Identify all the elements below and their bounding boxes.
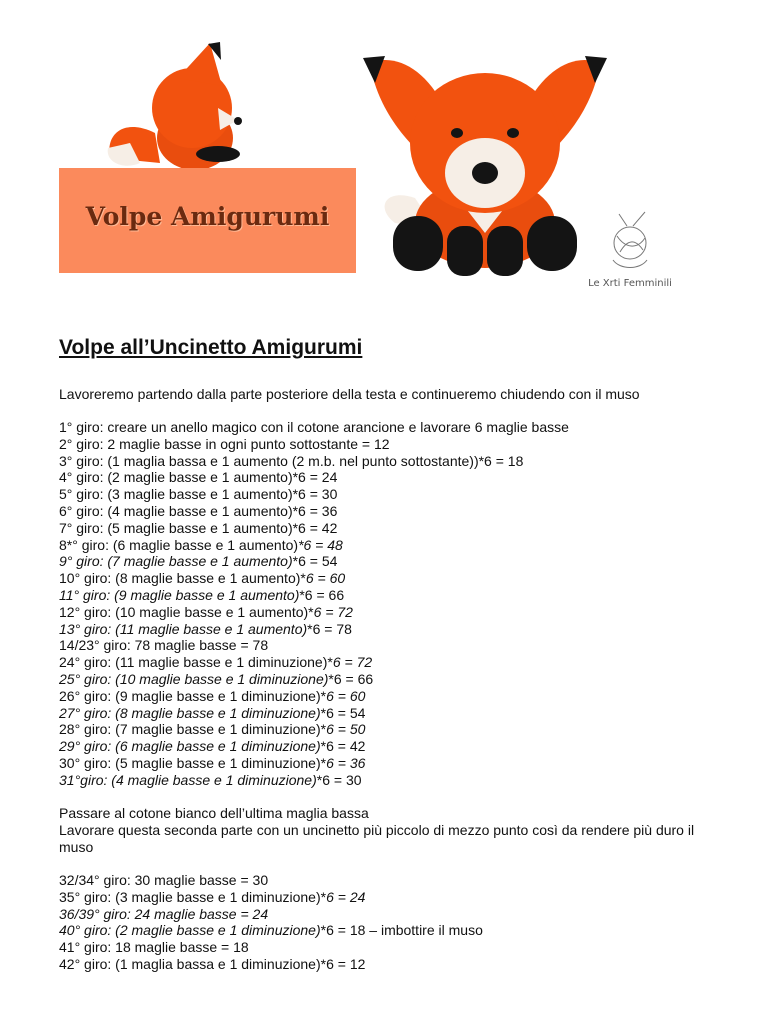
round-text: 26° giro: (9 maglie basse e 1 diminuzione)* [59,687,327,704]
round-text: 10° giro: (8 maglie basse e 1 aumento)* [59,570,306,587]
round-text: 41° giro: 18 maglie basse = 18 [59,939,249,956]
round-line [59,939,483,956]
round-text-italic: 11° giro: (9 maglie basse e 1 aumento) [59,586,300,603]
round-text: 12° giro: (10 maglie basse e 1 aumento)* [59,603,314,620]
yarn-ball-icon [575,208,685,278]
round-line [59,688,569,705]
title-banner [59,168,356,273]
fox-side-photo [100,38,250,178]
round-line [59,637,569,654]
round-text-italic: 6 = 72 [332,654,373,671]
round-text: 1° giro: creare un anello magico con il cotone arancione e lavorare 6 maglie basse [59,419,569,435]
instruction-line: Lavorare questa seconda parte con un uncinetto più piccolo di mezzo punto così da rendere più duro il muso [59,821,695,855]
round-line [59,654,569,671]
muzzle-instructions [59,805,719,855]
round-text: 30° giro: (5 maglie basse e 1 diminuzione)* [59,754,327,771]
header [0,0,768,300]
round-text: 35° giro: (3 maglie basse e 1 diminuzione)* [59,888,327,905]
round-line [59,755,569,772]
instruction-line: Passare al cotone bianco dell’ultima maglia bassa [59,805,369,821]
round-text: *6 = 54 [292,553,338,570]
round-line [59,570,569,587]
round-text-italic: 40° giro: (2 maglie basse e 1 diminuzione) [59,922,321,939]
round-text-italic: 6 = 50 [326,721,366,738]
round-line [59,553,569,570]
round-text-italic: 31°giro: (4 maglie basse e 1 diminuzione) [59,771,317,788]
round-line [59,721,569,738]
round-line [59,503,569,520]
round-text-italic: *6 = 48 [298,536,343,553]
round-text-italic: 6 = 24 [326,888,366,905]
brand-logo [575,208,685,298]
round-text: 28° giro: (7 maglie basse e 1 diminuzione)* [59,721,327,738]
round-text-italic: 6 = 36 [326,754,366,771]
round-text: 32/34° giro: 30 maglie basse = 30 [59,872,269,888]
rounds-list-head [59,419,569,789]
round-line [59,469,569,486]
round-text: 8*° giro: (6 maglie basse e 1 aumento) [59,536,299,553]
round-line [59,671,569,688]
round-text: 42° giro: (1 maglia bassa e 1 diminuzione)*6 = 12 [59,955,366,972]
intro-text: Lavoreremo partendo dalla parte posteriore della testa e continueremo chiudendo con il muso [59,386,640,402]
round-line [59,889,483,906]
round-text: 3° giro: (1 maglia bassa e 1 aumento (2 m.b. nel punto sottostante))*6 = 18 [59,452,524,469]
round-line [59,436,569,453]
round-text: *6 = 66 [299,586,345,603]
round-text: 6° giro: (4 maglie basse e 1 aumento)*6 = 36 [59,502,338,519]
round-line [59,486,569,503]
round-text: 4° giro: (2 maglie basse e 1 aumento)*6 = 24 [59,469,338,486]
round-line [59,537,569,554]
round-text: 7° giro: (5 maglie basse e 1 aumento)*6 = 42 [59,519,338,536]
round-line [59,453,569,470]
round-text: *6 = 18 – imbottire il muso [320,922,483,939]
round-line [59,587,569,604]
round-text-italic: 36/39° giro: 24 maglie basse = 24 [59,905,269,922]
round-text: *6 = 42 [320,738,366,755]
round-text: *6 = 54 [320,704,366,721]
round-text-italic: 13° giro: (11 maglie basse e 1 aumento) [59,620,308,637]
round-text: 24° giro: (11 maglie basse e 1 diminuzione)* [59,654,333,671]
round-line [59,705,569,722]
round-text: *6 = 78 [307,620,352,637]
round-text-italic: 6 = 60 [326,687,366,704]
round-text-italic: 25° giro: (10 maglie basse e 1 diminuzione) [59,670,329,687]
round-text-italic: 29° giro: (6 maglie basse e 1 diminuzione) [59,738,321,755]
round-text: 2° giro: 2 maglie basse in ogni punto sottostante = 12 [59,435,390,452]
rounds-list-muzzle [59,872,483,973]
round-line [59,604,569,621]
round-text-italic: 9° giro: (7 maglie basse e 1 aumento) [59,553,293,570]
round-text-italic: 6 = 72 [313,603,353,620]
banner-title: Volpe Amigurumi [85,202,330,231]
round-text: *6 = 30 [316,771,362,788]
round-text: *6 = 66 [328,670,374,687]
round-line [59,872,483,889]
round-line [59,738,569,755]
round-line [59,772,569,789]
round-text-italic: 27° giro: (8 maglie basse e 1 diminuzione) [59,704,321,721]
round-text: 14/23° giro: 78 maglie basse = 78 [59,637,269,654]
round-line [59,419,569,436]
round-line [59,956,483,973]
round-text-italic: 6 = 60 [305,570,346,587]
logo-text: Le Xrti Femminili [588,278,672,289]
round-line [59,621,569,638]
round-line [59,520,569,537]
page-title: Volpe all’Uncinetto Amigurumi [59,336,363,359]
round-line [59,922,483,939]
round-text: 5° giro: (3 maglie basse e 1 aumento)*6 = 30 [59,486,338,503]
round-line [59,906,483,923]
